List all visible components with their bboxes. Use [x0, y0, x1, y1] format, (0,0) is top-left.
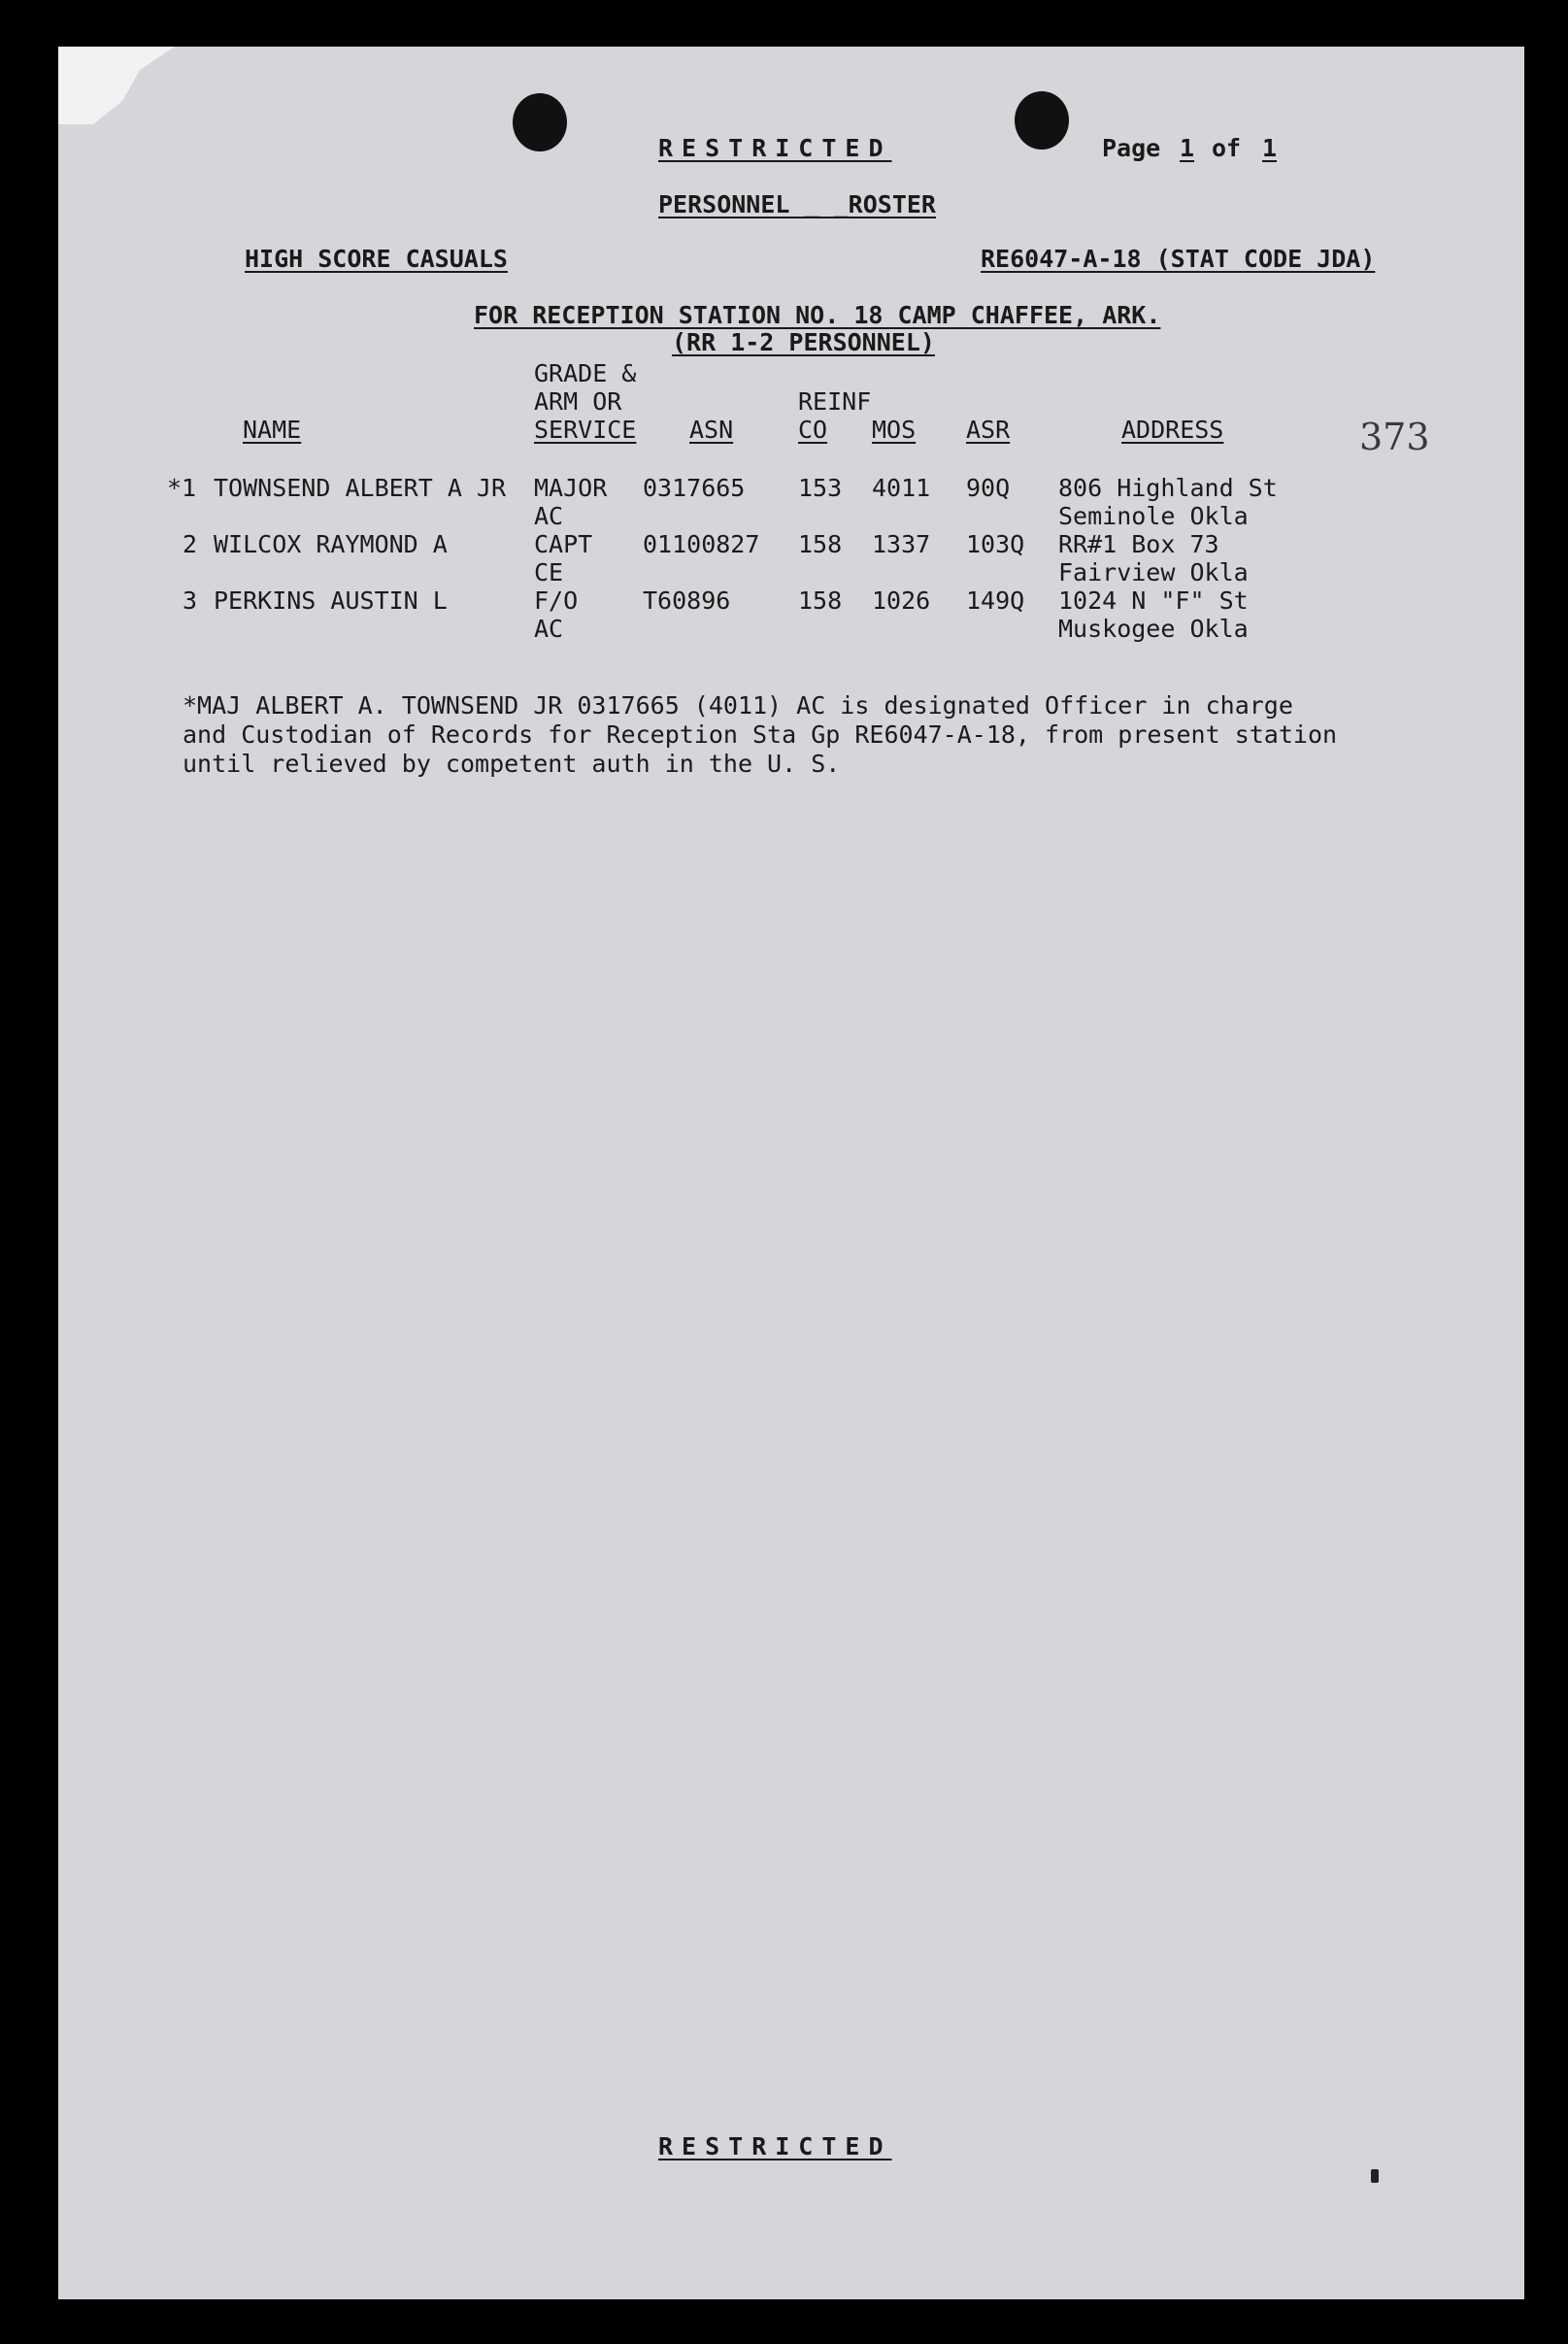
torn-corner	[58, 47, 175, 124]
page-label: Page	[1102, 134, 1161, 162]
row-1-grade: MAJOR	[534, 474, 608, 502]
row-3-arm: AC	[534, 615, 564, 643]
row-2-no: 2	[183, 530, 198, 558]
note-line-3: until relieved by competent auth in the U. S.	[183, 750, 841, 778]
row-3-asr: 149Q	[966, 586, 1025, 615]
station-line: FOR RECEPTION STATION NO. 18 CAMP CHAFFEE, ARK.	[474, 301, 1161, 329]
row-3-no: 3	[183, 586, 198, 615]
row-3-addr2: Muskogee Okla	[1058, 615, 1249, 643]
row-2-mos: 1337	[872, 530, 931, 558]
row-1-addr1: 806 Highland St	[1058, 474, 1278, 502]
col-address: ADDRESS	[1121, 416, 1224, 444]
col-co: CO	[798, 416, 828, 444]
row-3-co: 158	[798, 586, 843, 615]
row-1-arm: AC	[534, 502, 564, 530]
col-asr: ASR	[966, 416, 1011, 444]
row-1-addr2: Seminole Okla	[1058, 502, 1249, 530]
page-of-label: of	[1212, 134, 1242, 162]
row-1-co: 153	[798, 474, 843, 502]
stamp-number: 373	[1359, 416, 1430, 458]
group-name: HIGH SCORE CASUALS	[245, 245, 508, 273]
row-1-no: *1	[167, 474, 197, 502]
punch-hole-left	[513, 93, 567, 151]
row-3-asn: T60896	[643, 586, 731, 615]
roster-title: PERSONNEL _ _ROSTER	[658, 190, 936, 218]
row-2-addr2: Fairview Okla	[1058, 558, 1249, 586]
row-2-arm: CE	[534, 558, 564, 586]
row-1-name: TOWNSEND ALBERT A JR	[214, 474, 507, 502]
row-2-addr1: RR#1 Box 73	[1058, 530, 1219, 558]
row-2-grade: CAPT	[534, 530, 593, 558]
row-1-asr: 90Q	[966, 474, 1011, 502]
row-2-asr: 103Q	[966, 530, 1025, 558]
row-2-asn: 01100827	[643, 530, 760, 558]
note-line-2: and Custodian of Records for Reception Sta Gp RE6047-A-18, from present station	[183, 720, 1338, 749]
col-grade-1: GRADE &	[534, 359, 637, 387]
col-reinf: REINF	[798, 387, 872, 416]
row-3-grade: F/O	[534, 586, 579, 615]
col-grade-3: SERVICE	[534, 416, 637, 444]
ink-mark	[1371, 2169, 1379, 2183]
col-name: NAME	[243, 416, 302, 444]
restricted-footer: RESTRICTED	[658, 2132, 892, 2160]
row-3-addr1: 1024 N "F" St	[1058, 586, 1249, 615]
group-code: RE6047-A-18 (STAT CODE JDA)	[981, 245, 1376, 273]
document-page	[58, 47, 1524, 2299]
col-asn: ASN	[689, 416, 734, 444]
page-number: 1	[1180, 134, 1195, 162]
row-1-asn: 0317665	[643, 474, 746, 502]
punch-hole-right	[1015, 91, 1069, 150]
row-2-name: WILCOX RAYMOND A	[214, 530, 448, 558]
row-3-name: PERKINS AUSTIN L	[214, 586, 448, 615]
restricted-header: RESTRICTED	[658, 134, 892, 162]
row-1-mos: 4011	[872, 474, 931, 502]
note-line-1: *MAJ ALBERT A. TOWNSEND JR 0317665 (4011) AC is designated Officer in charge	[183, 691, 1293, 720]
col-grade-2: ARM OR	[534, 387, 622, 416]
col-mos: MOS	[872, 416, 917, 444]
rr-line: (RR 1-2 PERSONNEL)	[672, 328, 935, 356]
page-total: 1	[1262, 134, 1278, 162]
row-2-co: 158	[798, 530, 843, 558]
row-3-mos: 1026	[872, 586, 931, 615]
